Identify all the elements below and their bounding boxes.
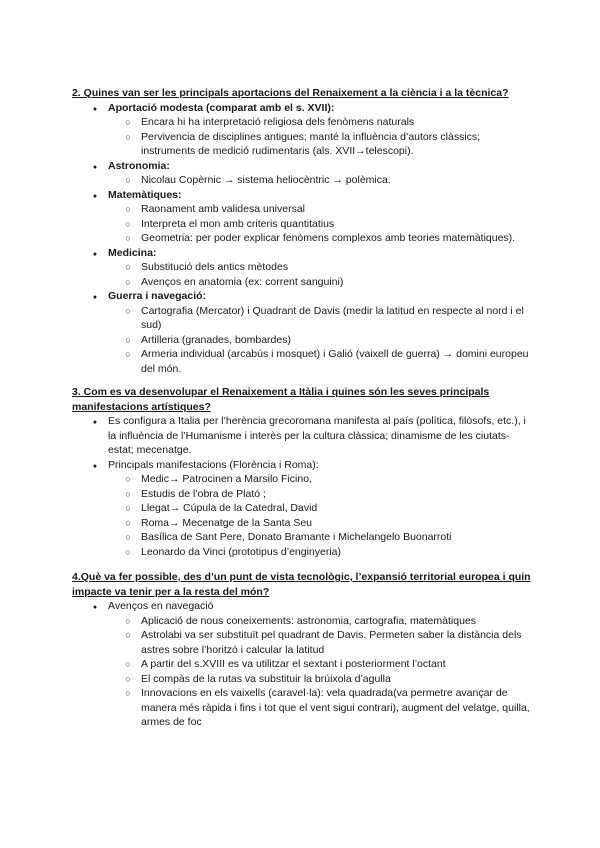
section-question-2: [72, 86, 532, 376]
sub-list-item: [105, 530, 532, 545]
bullet-dot-icon: [90, 188, 100, 205]
sub-item-text: Armeria individual (arcabús i mosquet) i Galió (vaixell de guerra) → domini europeu del món.: [141, 348, 529, 375]
bullet-circle-icon: [123, 487, 133, 502]
bullet-circle-icon: [123, 304, 133, 319]
sub-list-item: [105, 217, 532, 232]
list-item: [72, 289, 532, 376]
sub-list-item: [105, 115, 532, 130]
sub-list: [105, 260, 532, 289]
bullet-dot-icon: [90, 246, 100, 263]
question-heading: 4.Què va fer possible, des d’un punt de vista tecnològic, l’expansió territorial europea i quin impacte va tenir per a la resta del món?: [72, 571, 531, 598]
bullet-list: [72, 414, 532, 559]
bullet-circle-icon: [123, 657, 133, 672]
bullet-circle-icon: [123, 501, 133, 516]
sub-list-item: [105, 628, 532, 657]
sub-list-item: [105, 347, 532, 376]
sub-item-text: El compàs de la rutas va substituir la brúixola d’agulla: [141, 672, 391, 685]
sub-list: [105, 472, 532, 559]
item-label: Avenços en navegació: [108, 600, 214, 612]
list-item: [72, 458, 532, 560]
sub-list-item: [105, 516, 532, 531]
sub-item-text: Nicolau Copèrnic → sistema heliocèntric → polèmica.: [141, 174, 391, 186]
bullet-list: [72, 599, 532, 730]
list-item: [72, 414, 532, 458]
sub-list: [105, 614, 532, 730]
bullet-circle-icon: [123, 614, 133, 629]
bullet-circle-icon: [123, 275, 133, 290]
sub-item-text: Innovacions en els vaixells (caravel·la): vela quadrada(va permetre avançar de manera més ràpida i fins i tot que el vent sigui contrari), augment del velatge, quilla, armes de foc: [141, 687, 530, 728]
sub-item-text: Substitució dels antics mètodes: [141, 261, 289, 273]
sub-item-text: Leonardo da Vinci (prototipus d’enginyeria): [141, 545, 342, 558]
bullet-circle-icon: [123, 231, 133, 246]
item-label: Principals manifestacions (Florència i Roma):: [108, 458, 319, 471]
section-question-4: [72, 570, 532, 730]
sub-list-item: [105, 545, 532, 560]
bullet-circle-icon: [123, 628, 133, 643]
item-label: Guerra i navegació:: [108, 290, 207, 302]
bullet-circle-icon: [123, 516, 133, 531]
bullet-dot-icon: [90, 458, 100, 475]
question-heading: 3. Com es va desenvolupar el Renaixement a Itàlia i quines són les seves principals manifestacions artístiques?: [72, 386, 490, 413]
sub-item-text: Pervivencia de disciplines antigues; manté la influència d’autors clàssics; instruments de medició rudimentaris (als. XVII→telescopi).: [141, 130, 481, 157]
bullet-circle-icon: [123, 202, 133, 217]
item-label: Aportació modesta (comparat amb el s. XVII):: [108, 101, 335, 114]
sub-item-text: Astrolabi va ser substituït pel quadrant de Davis. Permeten saber la distància dels astres sobre l’horitzó i calcular la latitud: [141, 629, 522, 656]
sub-item-text: Roma→ Mecenatge de la Santa Seu: [141, 516, 313, 529]
list-item: [72, 599, 532, 730]
sub-item-text: Medic→ Patrocinen a Marsilo Ficino,: [141, 473, 312, 485]
sub-item-text: Geometria: per poder explicar fenòmens complexos amb teories matemàtiques).: [141, 232, 516, 244]
sub-item-text: Estudis de l’obra de Plató ;: [141, 487, 266, 500]
bullet-circle-icon: [123, 530, 133, 545]
sub-item-text: Avenços en anatomia (ex: corrent sanguini): [141, 275, 344, 288]
bullet-circle-icon: [123, 545, 133, 560]
bullet-dot-icon: [90, 101, 100, 118]
bullet-circle-icon: [123, 217, 133, 232]
sub-list-item: [105, 173, 532, 188]
sub-list-item: [105, 501, 532, 516]
sub-item-text: Llegat→ Cúpula de la Catedral, David: [141, 502, 318, 514]
bullet-circle-icon: [123, 260, 133, 275]
sub-item-text: Interpreta el mon amb criteris quantitatius: [141, 217, 335, 230]
bullet-dot-icon: [90, 414, 100, 431]
list-item: [72, 246, 532, 290]
document-page: [72, 86, 532, 730]
sub-list: [105, 173, 532, 188]
sub-list: [105, 304, 532, 377]
bullet-dot-icon: [90, 289, 100, 306]
question-heading: 2. Quines van ser les principals aportacions del Renaixement a la ciència i a la tècnica?: [72, 87, 509, 99]
sub-list-item: [105, 202, 532, 217]
list-item: [72, 159, 532, 188]
sub-list: [105, 202, 532, 246]
sub-list-item: [105, 304, 532, 333]
section-question-3: [72, 385, 532, 559]
sub-list-item: [105, 657, 532, 672]
sub-item-text: Cartografia (Mercator) i Quadrant de Davis (medir la latitud en respecte al nord i el sud): [141, 304, 524, 331]
bullet-circle-icon: [123, 173, 133, 188]
sub-item-text: Raonament amb validesa universal: [141, 203, 306, 215]
sub-item-text: Aplicació de nous coneixements: astronomia, cartografia, matemàtiques: [141, 614, 477, 627]
bullet-circle-icon: [123, 130, 133, 145]
sub-item-text: A partir del s.XVIII es va utilitzar el sextant i posteriorment l’octant: [141, 658, 446, 670]
bullet-circle-icon: [123, 686, 133, 701]
bullet-dot-icon: [90, 159, 100, 176]
bullet-circle-icon: [123, 333, 133, 348]
bullet-list: [72, 101, 532, 377]
sub-list-item: [105, 130, 532, 159]
bullet-circle-icon: [123, 672, 133, 687]
sub-list-item: [105, 231, 532, 246]
item-label: Matemàtiques:: [108, 188, 182, 201]
list-item: [72, 188, 532, 246]
bullet-circle-icon: [123, 347, 133, 362]
item-label: Medicina:: [108, 246, 157, 259]
list-item: [72, 101, 532, 159]
sub-list-item: [105, 487, 532, 502]
bullet-circle-icon: [123, 115, 133, 130]
sub-item-text: Basílica de Sant Pere, Donato Bramante i Michelangelo Buonarroti: [141, 531, 452, 543]
sub-list-item: [105, 672, 532, 687]
item-label: Es configura a Italia per l’herència grecoromana manifesta al país (política, filòsofs, etc.), i la influència de l’Humanisme i interès per la cultura clàssica; dinamisme de les ciutats-estat; mecenatge.: [108, 415, 526, 456]
sub-list: [105, 115, 532, 159]
sub-list-item: [105, 333, 532, 348]
bullet-circle-icon: [123, 472, 133, 487]
sub-list-item: [105, 472, 532, 487]
bullet-dot-icon: [90, 599, 100, 616]
sub-list-item: [105, 260, 532, 275]
item-label: Astronomia:: [108, 159, 170, 172]
sub-list-item: [105, 275, 532, 290]
sub-list-item: [105, 614, 532, 629]
sub-list-item: [105, 686, 532, 730]
sub-item-text: Artilleria (granades, bombardes): [141, 333, 291, 346]
sub-item-text: Encara hi ha interpretació religiosa dels fenòmens naturals: [141, 116, 415, 128]
